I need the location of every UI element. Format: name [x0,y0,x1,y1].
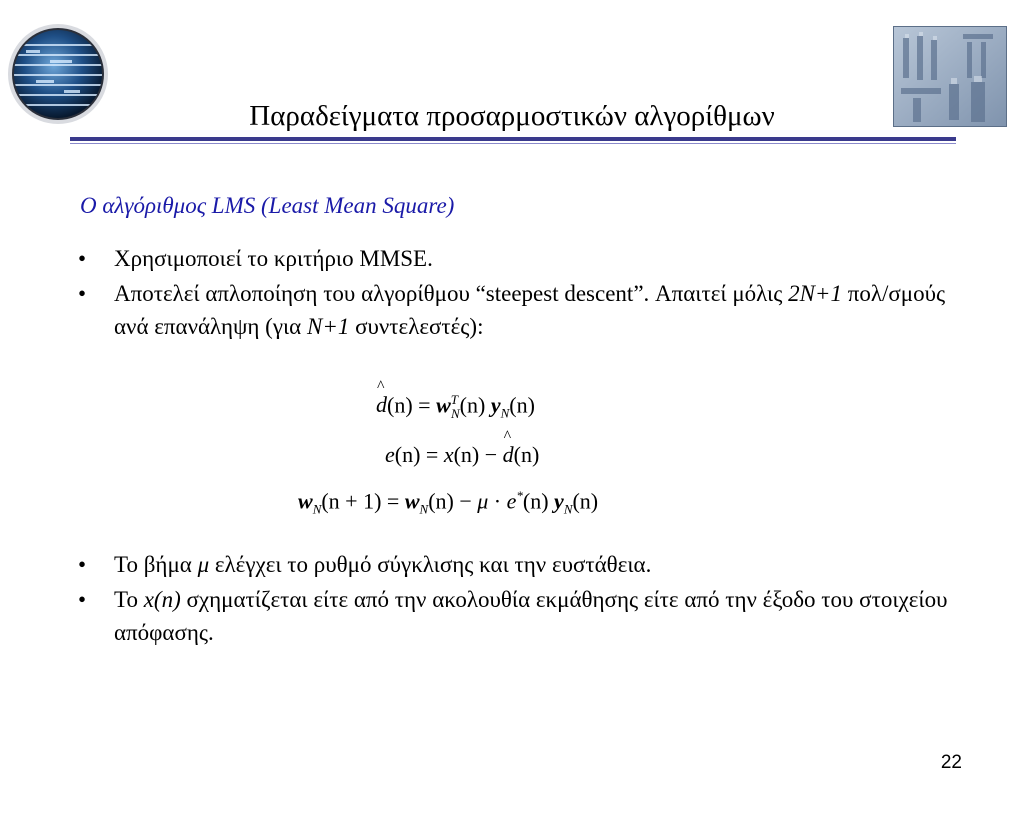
bullet-symbol: • [78,281,87,306]
bullet-text: πολ/σμούς ανά επανάληψη (για [114,281,946,339]
bullet-text: σχηματίζεται είτε από την ακολουθία εκμάθησης είτε από την έξοδο του στοιχείου απόφασης. [114,587,948,645]
bullet-symbol: • [78,246,87,271]
eq-symbol: x [443,442,454,467]
slide-title: Παραδείγματα προσαρμοστικών αλγορίθμων [249,100,775,132]
eq-vector: y [490,392,501,418]
eq-text: (n) [572,488,599,514]
eq-text: (n) [513,442,540,467]
eq-vector: w [436,392,451,418]
title-divider [70,137,956,141]
bullet-math: N+1 [306,314,350,339]
eq-text: (n + 1) = [321,488,405,514]
bullet-list-bottom [78,548,958,651]
eq-text: (n) = [387,392,437,418]
title-divider-thin [70,143,956,144]
equation-error [385,442,539,468]
eq-sub: N [450,405,460,421]
eq-sub: N [563,501,573,517]
equation-d-hat [376,392,535,422]
eq-text: (n) = [394,442,444,467]
slide-subtitle: Ο αλγόριθμος LMS (Least Mean Square) [80,193,455,218]
bullet-text: Το βήμα [114,552,198,577]
equation-weight-update [298,488,598,518]
page-number: 22 [940,752,962,773]
bullet-item [78,583,958,649]
eq-symbol: ^ d [503,442,514,468]
eq-text: (n) [522,488,555,514]
eq-text: · [488,488,507,514]
bullet-item [78,277,958,343]
eq-symbol: e [506,488,517,514]
eq-sub: N [312,501,322,517]
eq-sup: * [516,488,523,503]
eq-sub: N [419,501,429,517]
bullet-math: x(n) [143,587,181,612]
bullet-item [78,242,958,275]
bullet-text: Αποτελεί απλοποίηση του αλγορίθμου “steepest descent”. Απαιτεί μόλις [114,281,789,306]
eq-symbol: ^ d [376,392,387,418]
bullet-math: 2N+1 [788,281,842,306]
eq-text: (n) − [428,488,478,514]
bullet-list-top [78,242,958,345]
eq-sub: N [500,405,510,421]
bullet-text: ελέγχει το ρυθμό σύγκλισης και την ευστάθεια. [209,552,652,577]
eq-text: (n) [509,392,535,418]
eq-text: (n) [459,392,491,418]
eq-vector: w [298,488,313,514]
bullet-math: μ [197,552,210,577]
bullet-symbol: • [78,552,87,577]
bullet-text: Χρησιμοποιεί το κριτήριο MMSE. [114,246,433,271]
eq-symbol: e [385,442,395,467]
bullet-symbol: • [78,587,87,612]
bullet-item [78,548,958,581]
eq-sup: T [450,392,458,407]
bullet-text: Το [114,587,144,612]
eq-symbol: μ [477,488,489,514]
eq-text: (n) − [453,442,503,467]
eq-vector: w [404,488,420,514]
eq-vector: y [554,488,564,514]
bullet-text: συντελεστές): [349,314,484,339]
